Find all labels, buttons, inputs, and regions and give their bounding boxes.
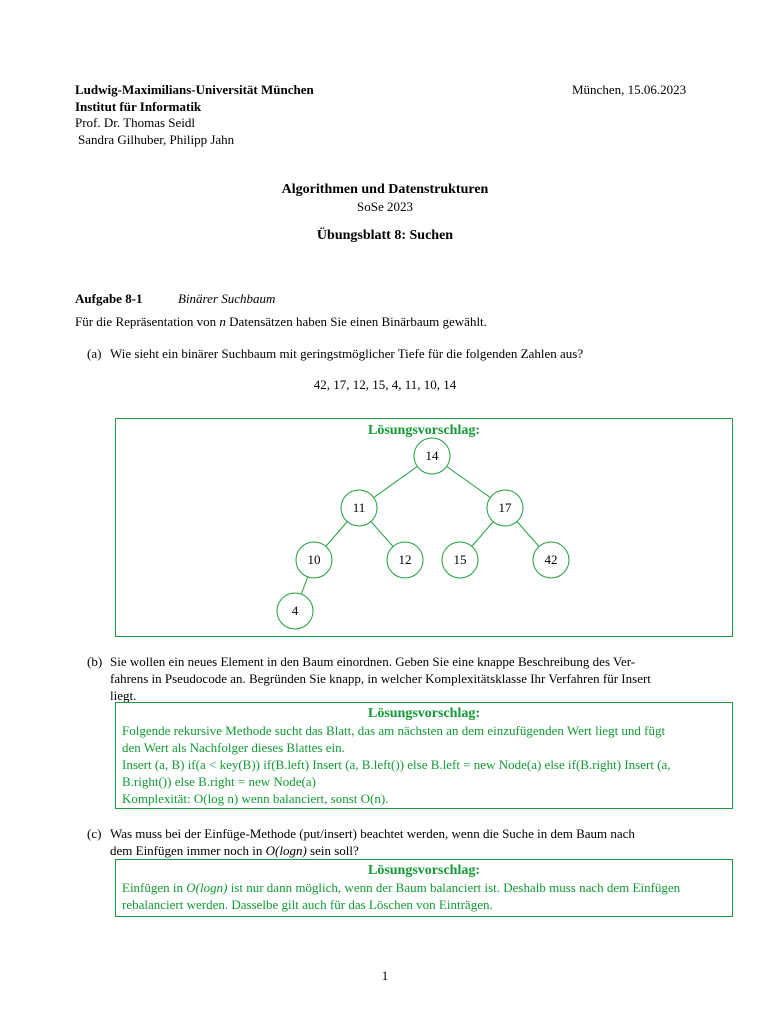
part-a-label: (a): [87, 346, 102, 361]
course-semester: SoSe 2023: [357, 199, 413, 214]
part-b-solution-line: Komplexität: O(log n) wenn balanciert, sonst O(n).: [122, 791, 389, 806]
part-c-question: [110, 825, 700, 859]
tree-node-label: 17: [498, 500, 512, 515]
institute-name: Institut für Informatik: [75, 99, 202, 114]
part-c-solution-title: Lösungsvorschlag:: [367, 863, 481, 878]
part-c-label: (c): [87, 826, 102, 841]
part-b-solution-line: den Wert als Nachfolger dieses Blattes ein.: [122, 740, 345, 755]
part-c-solution-line: rebalanciert werden. Dasselbe gilt auch für das Löschen von Einträgen.: [122, 897, 493, 912]
part-b-question-line: liegt.: [110, 688, 137, 703]
part-b-solution-box: [115, 702, 733, 809]
professor-name: Prof. Dr. Thomas Seidl: [75, 115, 196, 130]
part-a-solution-title: Lösungsvorschlag:: [367, 423, 481, 438]
page-number: 1: [381, 968, 389, 983]
part-a-question: Wie sieht ein binärer Suchbaum mit geringstmöglicher Tiefe für die folgenden Zahlen aus?: [110, 346, 584, 361]
assistants-names: Sandra Gilhuber, Philipp Jahn: [78, 132, 235, 147]
header-date: München, 15.06.2023: [572, 82, 687, 97]
tree-node-label: 42: [544, 552, 558, 567]
part-b-question-line: Sie wollen ein neues Element in den Baum einordnen. Geben Sie eine knappe Beschreibung des Ver-: [110, 654, 636, 669]
tree-node-label: 11: [352, 500, 366, 515]
part-b-solution-line: B.right()) else B.right = new Node(a): [122, 774, 316, 789]
sheet-title: Übungsblatt 8: Suchen: [316, 228, 454, 243]
task-name: Binärer Suchbaum: [178, 291, 276, 306]
part-c-question-line: dem Einfügen immer noch in O(logn) sein soll?: [110, 843, 359, 858]
part-b-label: (b): [87, 654, 103, 669]
part-b-solution-title: Lösungsvorschlag:: [367, 706, 481, 721]
tree-node-label: 15: [453, 552, 467, 567]
tree-node-label: 4: [291, 603, 299, 618]
task-intro: Für die Repräsentation von n Datensätzen haben Sie einen Binärbaum gewählt.: [75, 314, 487, 329]
part-c-solution-box: [115, 859, 733, 917]
tree-node-label: 14: [425, 448, 439, 463]
part-c-question-line: Was muss bei der Einfüge-Methode (put/insert) beachtet werden, wenn die Suche in dem Baum nach: [110, 826, 635, 841]
part-b-question-line: fahrens in Pseudocode an. Begründen Sie knapp, in welcher Komplexitätsklasse Ihr Verfahren für Insert: [110, 671, 651, 686]
part-b-question: [110, 653, 700, 704]
part-b-solution-line: Insert (a, B) if(a < key(B)) if(B.left) Insert (a, B.left()) else B.left = new Node(a) else if(B.right) Insert (a,: [122, 757, 671, 772]
tree-node-label: 12: [398, 552, 412, 567]
university-name: Ludwig-Maximilians-Universität München: [75, 82, 314, 97]
tree-node-label: 10: [307, 552, 321, 567]
course-title: Algorithmen und Datenstrukturen: [281, 182, 489, 197]
task-number: Aufgabe 8-1: [75, 291, 143, 306]
part-c-solution-line: Einfügen in O(logn) ist nur dann möglich, wenn der Baum balanciert ist. Deshalb muss nach dem Einfügen: [122, 880, 681, 895]
part-b-solution-line: Folgende rekursive Methode sucht das Blatt, das am nächsten an dem einzufügenden Wert liegt und fügt: [122, 723, 666, 738]
part-a-numbers: 42, 17, 12, 15, 4, 11, 10, 14: [313, 377, 457, 392]
